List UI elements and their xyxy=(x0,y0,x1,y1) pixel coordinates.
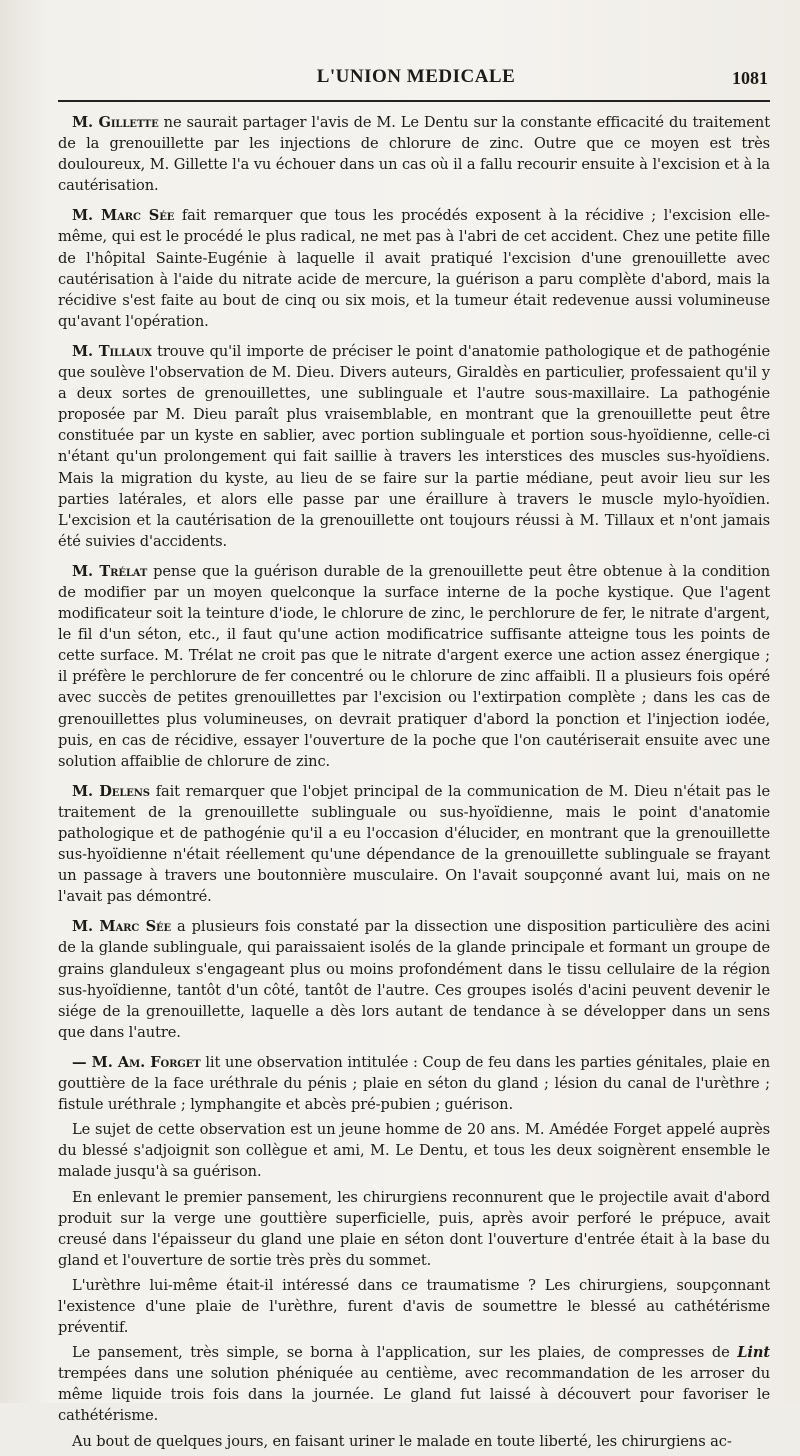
paragraph-delens xyxy=(58,781,770,908)
article-body xyxy=(58,112,770,1456)
paragraph-text: trouve qu'il importe de préciser le point d'anatomie pathologique et de pathogénie que soulève l'observation de M. Dieu. Divers auteurs, Giraldès en particulier, professaient qu'il y a deux sortes de grenouillettes, une sublinguale et l'autre sous-maxillaire. La pathogénie proposée par M. Dieu paraît plus vraisemblable, en montrant que la grenouillette peut être constituée par un kyste en sablier, avec portion sublinguale et portion sous-hyoïdienne, celle-ci n'étant qu'un prolongement qui fait saillie à travers les interstices des muscles sus-hyoïdiens. Mais la migration du kyste, au lieu de se faire sur la partie médiane, peut avoir lieu sur les parties latérales, et alors elle passe par une éraillure à travers le muscle mylo-hyoïdien. L'excision et la cautérisation de la grenouillette ont toujours réussi à M. Tillaux et n'ont jamais été suivies d'accidents. xyxy=(58,342,770,550)
speaker-name: — M. Am. Forget xyxy=(72,1053,201,1071)
paragraph-text: En enlevant le premier pansement, les chirurgiens reconnurent que le projectile avait d'abord produit sur la verge une gouttière superficielle, puis, après avoir perforé le prépuce, avait creusé dans l'épaisseur du gland une plaie en séton dont l'ouverture d'entrée était à la base du gland et l'ouverture de sortie très près du sommet. xyxy=(58,1188,770,1269)
paragraph-tillaux xyxy=(58,341,770,552)
paragraph-marc-see-1 xyxy=(58,205,770,332)
paragraph-observation-1 xyxy=(58,1119,770,1182)
paragraph-text: Au bout de quelques jours, en faisant uriner le malade en toute liberté, les chirurgiens ac- xyxy=(72,1432,732,1450)
paragraph-text: Le pansement, très simple, se borna à l'application, sur les plaies, de compresses de xyxy=(72,1344,738,1362)
paragraph-text: a plusieurs fois constaté par la dissection une disposition particulière des acini de la glande sublinguale, qui paraissaient isolés de la glande principale et formant un groupe de grains glanduleux s'engageant plus ou moins profondément dans le tissu cellulaire de la région sus-hyoïdienne, tantôt d'un côté, tantôt de l'autre. Ces groupes isolés d'acini peuvent devenir le siége de la grenouillette, laquelle a dès lors autant de tendance à se développer dans un sens que dans l'autre. xyxy=(58,918,771,1041)
speaker-name: M. Marc Sée xyxy=(72,207,175,225)
paragraph-text: fait remarquer que l'objet principal de la communication de M. Dieu n'était pas le traitement de la grenouillette sublinguale ou sus-hyoïdienne, mais le point d'anatomie pathologique et de pathogénie qu'il a eu l'occasion d'élucider, en montrant que la grenouillette sus-hyoïdienne n'était réellement qu'une dépendance de la grenouillette sublinguale se frayant un passage à travers une boutonnière musculaire. On l'avait soupçonné avant lui, mais on ne l'avait pas démontré. xyxy=(58,782,770,906)
paragraph-observation-4 xyxy=(58,1342,770,1426)
page-header xyxy=(60,66,772,100)
header-rule xyxy=(58,100,770,102)
paragraph-text: lit une observation intitulée : Coup de feu dans les parties génitales, plaie en gouttière de la face uréthrale du pénis ; plaie en séton du gland ; lésion du canal de l'urèthre ; fistule uréthrale ; lymphangite et abcès pré-pubien ; guérison. xyxy=(58,1053,770,1114)
paragraph-observation-5 xyxy=(58,1431,770,1452)
paragraph-text: Le sujet de cette observation est un jeune homme de 20 ans. M. Amédée Forget appelé auprès du blessé s'adjoignit son collègue et ami, M. Le Dentu, et tous les deux soignèrent ensemble le malade jusqu'à sa guérison. xyxy=(58,1121,770,1181)
paragraph-trelat xyxy=(58,561,770,772)
paragraph-text: fait remarquer que tous les procédés exposent à la récidive ; l'excision elle-même, qui est le procédé le plus radical, ne met pas à l'abri de cet accident. Chez une petite fille de l'hôpital Sainte-Eugénie à laquelle il avait pratiqué l'excision d'une grenouillette avec cautérisation à l'aide du nitrate acide de mercure, la guérison a paru complète d'abord, mais la récidive s'est faite au bout de cinq ou six mois, et la tumeur était redevenue aussi volumineuse qu'avant l'opération. xyxy=(58,207,770,330)
paragraph-text: trempées dans une solution phéniquée au centième, avec recommandation de les arroser du même liquide trois fois dans la journée. Le gland fut laissé à découvert pour favoriser le cathétérisme. xyxy=(58,1365,770,1425)
italic-term: Lint xyxy=(737,1344,770,1362)
page-number: 1081 xyxy=(732,68,768,88)
paragraph-marc-see-2 xyxy=(58,916,770,1043)
paragraph-observation-3 xyxy=(58,1275,770,1338)
paragraph-gillette xyxy=(58,112,770,196)
running-title: L'UNION MEDICALE xyxy=(316,66,516,87)
paragraph-text: L'urèthre lui-même était-il intéressé dans ce traumatisme ? Les chirurgiens, soupçonnant l'existence d'une plaie de l'urèthre, furent d'avis de soumettre le blessé au cathétérisme préventif. xyxy=(58,1276,770,1337)
paragraph-observation-2 xyxy=(58,1187,770,1271)
speaker-name: M. Tillaux xyxy=(72,342,152,360)
paragraph-text: pense que la guérison durable de la grenouillette peut être obtenue à la condition de modifier par un moyen quelconque la surface interne de la poche kystique. Que l'agent modificateur soit la teinture d'iode, le chlorure de zinc, le perchlorure de fer, le nitrate d'argent, le fil d'un séton, etc., il faut qu'une action modificatrice suffisante atteigne tous les points de cette surface. M. Trélat ne croit pas que le nitrate d'argent exerce une action assez énergique ; il préfère le perchlorure de fer concentré ou le chlorure de zinc affaibli. Il a plusieurs fois opéré avec succès de petites grenouillettes par l'excision ou l'extirpation complète ; dans les cas de grenouillettes plus volumineuses, on devrait pratiquer d'abord la ponction et l'injection iodée, puis, en cas de récidive, essayer l'ouverture de la poche que l'on cautériserait ensuite avec une solution affaiblie de chlorure de zinc. xyxy=(58,562,770,770)
paragraph-forget xyxy=(58,1052,770,1115)
speaker-name: M. Marc Sée xyxy=(72,918,172,936)
speaker-name: M. Gillette xyxy=(72,114,159,131)
speaker-name: M. Delens xyxy=(72,782,150,800)
paragraph-text: ne saurait partager l'avis de M. Le Dentu sur la constante efficacité du traitement de la grenouillette par les injections de chlorure de zinc. Outre que ce moyen est très douloureux, M. Gillette l'a vu échouer dans un cas où il a fallu recourir ensuite à l'excision et à la cautérisation. xyxy=(58,114,770,195)
speaker-name: M. Trélat xyxy=(72,562,148,580)
